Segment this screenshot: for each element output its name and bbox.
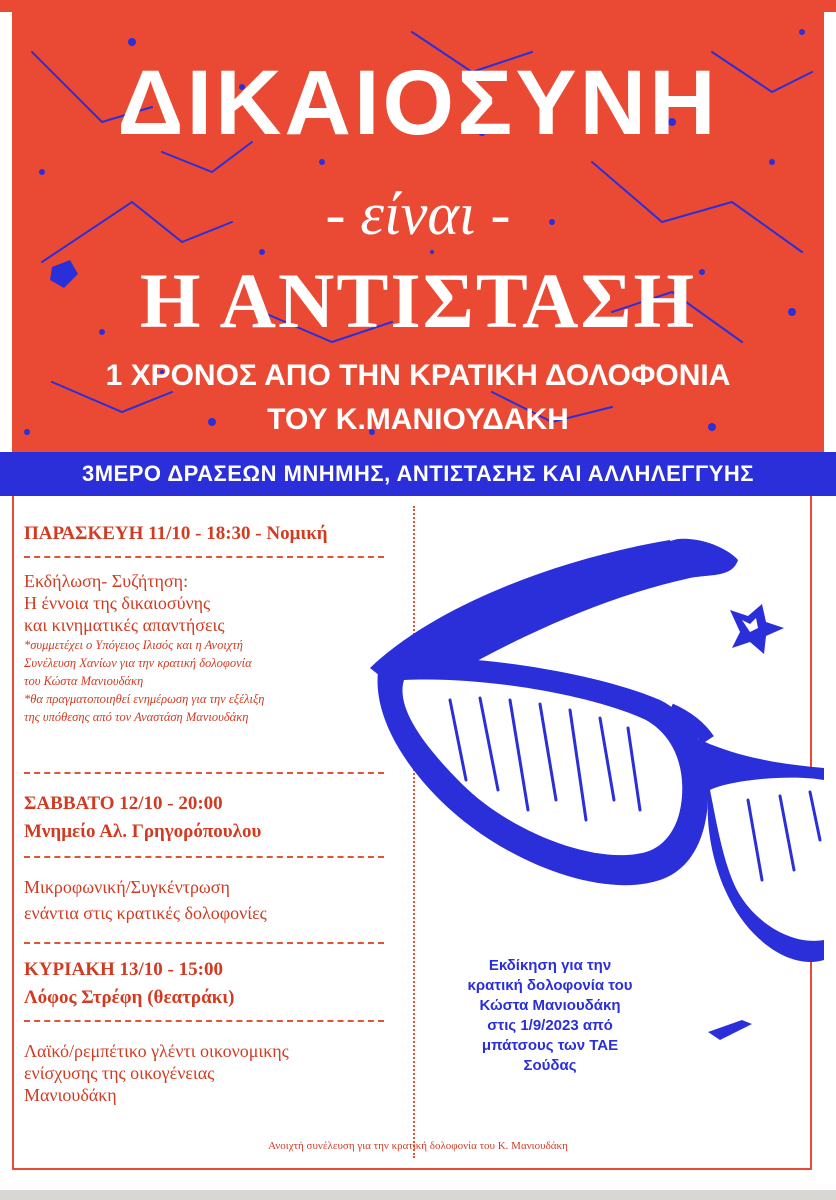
footer-text: Ανοιχτή συνέλευση για την κρατική δολοφονία του Κ. Μανιουδάκη: [268, 1140, 568, 1152]
subtitle: [12, 354, 824, 442]
dashed-divider: [24, 556, 384, 558]
event-friday-note-2: Συνέλευση Χανίων για την κρατική δολοφονία: [24, 656, 252, 670]
right-note-line-2: κρατική δολοφονία του: [467, 977, 633, 994]
event-friday-line-2: Η έννοια της δικαιοσύνης: [24, 593, 211, 613]
event-sunday-body: [24, 1040, 404, 1106]
event-friday-note-3: του Κώστα Μανιουδάκη: [24, 674, 144, 688]
event-friday-note-1: *συμμετέχει ο Υπόγειος Ιλισός και η Ανοιχτή: [24, 638, 243, 652]
event-sunday-line-3: Μανιουδάκη: [24, 1085, 117, 1105]
dashed-divider: [24, 1020, 384, 1022]
event-friday-header: ΠΑΡΑΣΚΕΥΗ 11/10 - 18:30 - Νομική: [24, 523, 328, 544]
star-icon: [730, 604, 784, 654]
title-line-1: ΔΙΚΑΙΟΣΥΝΗ: [117, 52, 719, 154]
right-note: [440, 956, 660, 1076]
header-panel: [12, 12, 824, 452]
event-friday-line-1: Εκδήλωση- Συζήτηση:: [24, 571, 189, 591]
event-sunday-header-2: Λόφος Στρέφη (θεατράκι): [24, 987, 235, 1008]
event-saturday: [24, 792, 404, 844]
shard-icon: [708, 1020, 752, 1040]
title-line-3: Η ΑΝΤΙΣΤΑΣΗ: [139, 257, 697, 344]
subtitle-line-2: ΤΟΥ Κ.ΜΑΝΙΟΥΔΑΚΗ: [267, 403, 569, 436]
event-saturday-line-2: ενάντια στις κρατικές δολοφονίες: [24, 903, 267, 923]
event-friday-line-3: και κινηματικές απαντήσεις: [24, 615, 225, 635]
event-sunday-header-1: ΚΥΡΙΑΚΗ 13/10 - 15:00: [24, 959, 223, 980]
dashed-divider: [24, 772, 384, 774]
event-saturday-header-2: Μνημείο Αλ. Γρηγορόπουλου: [24, 821, 262, 842]
top-strip: [0, 0, 836, 12]
blue-band: [0, 452, 836, 496]
right-note-line-4: στις 1/9/2023 από: [487, 1017, 613, 1034]
dashed-divider: [24, 856, 384, 858]
band-text: 3ΜΕΡΟ ΔΡΑΣΕΩΝ ΜΝΗΜΗΣ, ΑΝΤΙΣΤΑΣΗΣ ΚΑΙ ΑΛΛΗΛΕΓΓΥΗΣ: [82, 461, 754, 486]
event-sunday-line-2: ενίσχυσης της οικογένειας: [24, 1063, 215, 1083]
event-sunday: [24, 958, 404, 1010]
event-friday-note-4: *θα πραγματοποιηθεί ενημέρωση για την εξέλιξη: [24, 692, 265, 706]
event-friday: [24, 522, 404, 546]
event-saturday-header-1: ΣΑΒΒΑΤΟ 12/10 - 20:00: [24, 793, 223, 814]
dashed-divider: [24, 942, 384, 944]
event-friday-body: [24, 570, 404, 726]
bottom-strip: [0, 1190, 836, 1200]
event-friday-note-5: της υπόθεσης από τον Αναστάση Μανιουδάκη: [24, 710, 249, 724]
event-saturday-line-1: Μικροφωνική/Συγκέντρωση: [24, 877, 230, 897]
event-sunday-line-1: Λαϊκό/ρεμπέτικο γλέντι οικονομικης: [24, 1041, 289, 1061]
subtitle-line-1: 1 ΧΡΟΝΟΣ ΑΠΟ ΤΗΝ ΚΡΑΤΙΚΗ ΔΟΛΟΦΟΝΙΑ: [105, 359, 731, 392]
title-line-2: - είναι -: [325, 181, 511, 247]
glasses-frame: [378, 657, 825, 962]
right-note-line-1: Εκδίκηση για την: [488, 957, 612, 974]
event-saturday-body: [24, 876, 404, 924]
right-note-line-5: μπάτσους των ΤΑΕ: [481, 1037, 619, 1054]
right-note-line-3: Κώστα Μανιουδάκη: [479, 997, 621, 1014]
right-note-line-6: Σούδας: [523, 1057, 577, 1074]
